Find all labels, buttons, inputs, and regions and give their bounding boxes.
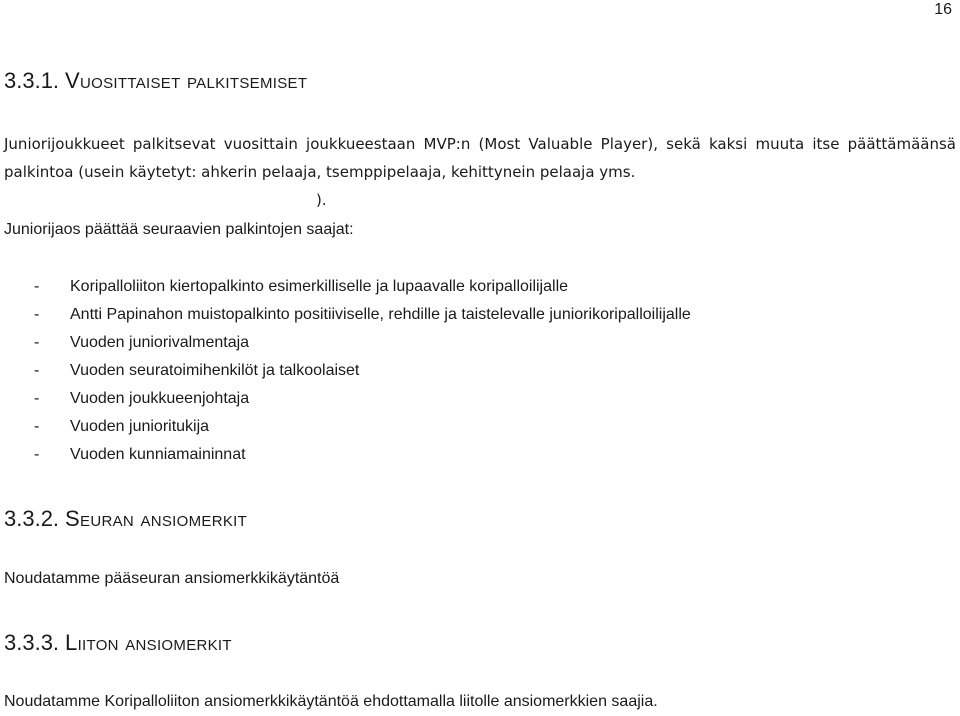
section-heading-seuran-ansiomerkit bbox=[4, 505, 247, 533]
section-heading-liiton-ansiomerkit bbox=[4, 629, 232, 657]
intro-paragraph: Juniorijoukkueet palkitsevat vuosittain joukkueestaan MVP:n (Most Valuable Player), sekä kaksi muuta itse päättämäänsä palkintoa (usein käytetyt: ahkerin pelaaja, tsemppipelaaja, kehittynein pelaaja yms. bbox=[4, 135, 956, 181]
award-label: Vuoden seuratoimihenkilöt ja talkoolaiset bbox=[70, 362, 360, 379]
bullet-dash: - bbox=[34, 446, 40, 463]
section-title: Liiton ansiomerkit bbox=[65, 630, 232, 655]
award-label: Koripalloliiton kiertopalkinto esimerkilliselle ja lupaavalle koripalloilijalle bbox=[70, 278, 569, 295]
award-label: Vuoden kunniamaininnat bbox=[70, 446, 246, 463]
section-number: 3.3.1. bbox=[4, 68, 60, 93]
section-number: 3.3.3. bbox=[4, 630, 60, 655]
list-item bbox=[4, 413, 691, 441]
list-item bbox=[4, 273, 691, 301]
section-heading-vuosittaiset-palkitsemiset bbox=[4, 67, 307, 95]
seura-ansiomerkit-text: Noudatamme pääseuran ansiomerkkikäytäntöä bbox=[4, 570, 340, 587]
intro-paragraph-tail: ). bbox=[316, 191, 327, 209]
award-label: Vuoden joukkueenjohtaja bbox=[70, 390, 250, 407]
list-item bbox=[4, 301, 691, 329]
bullet-dash: - bbox=[34, 418, 40, 435]
list-item bbox=[4, 357, 691, 385]
section-title: Seuran ansiomerkit bbox=[65, 506, 248, 531]
bullet-dash: - bbox=[34, 278, 40, 295]
liitto-ansiomerkit-text: Noudatamme Koripalloliiton ansiomerkkikäytäntöä ehdottamalla liitolle ansiomerkkien saajia. bbox=[4, 693, 658, 710]
award-label: Vuoden juniorivalmentaja bbox=[70, 334, 250, 351]
list-item bbox=[4, 385, 691, 413]
section-number: 3.3.2. bbox=[4, 506, 60, 531]
bullet-dash: - bbox=[34, 334, 40, 351]
award-label: Antti Papinahon muistopalkinto positiiviselle, rehdille ja taistelevalle juniorikoripalloilijalle bbox=[70, 306, 691, 323]
page-number: 16 bbox=[934, 1, 952, 18]
award-label: Vuoden junioritukija bbox=[70, 418, 210, 435]
awards-list bbox=[4, 273, 691, 469]
section-title: Vuosittaiset palkitsemiset bbox=[65, 68, 308, 93]
bullet-dash: - bbox=[34, 390, 40, 407]
list-item bbox=[4, 329, 691, 357]
list-item bbox=[4, 441, 691, 469]
bullet-dash: - bbox=[34, 306, 40, 323]
bullet-dash: - bbox=[34, 362, 40, 379]
awards-lead-text: Juniorijaos päättää seuraavien palkintojen saajat: bbox=[4, 221, 354, 238]
